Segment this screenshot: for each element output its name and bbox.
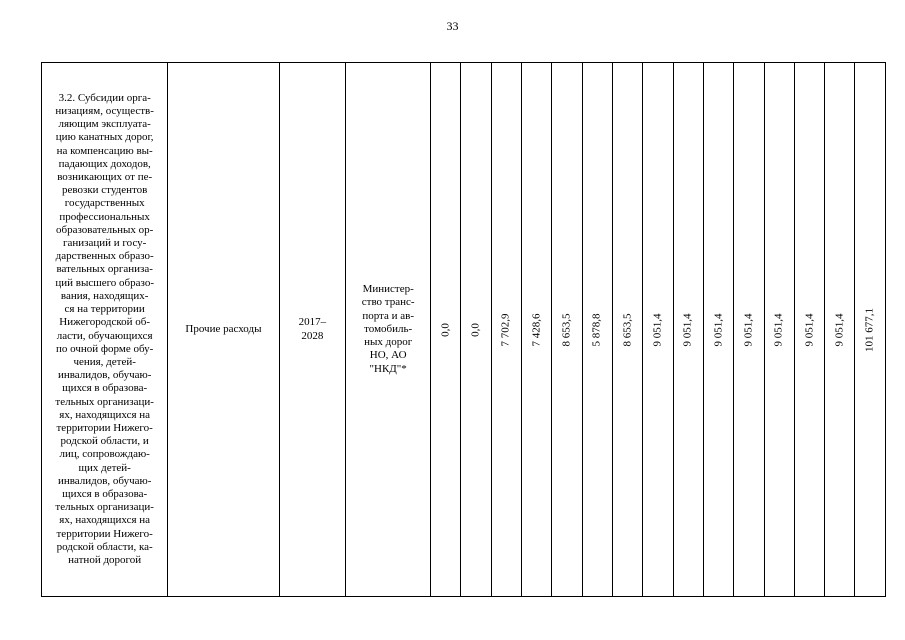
value-text: 9 051,4 <box>711 313 724 346</box>
value-cell <box>522 63 552 597</box>
value-text: 9 051,4 <box>651 313 664 346</box>
value-cell <box>582 63 612 597</box>
value-cell <box>431 63 461 597</box>
value-cell <box>825 63 855 597</box>
value-text: 5 878,8 <box>590 313 603 346</box>
value-text: 9 051,4 <box>742 313 755 346</box>
value-text: 9 051,4 <box>833 313 846 346</box>
value-text: 0,0 <box>469 322 482 337</box>
value-cell <box>643 63 673 597</box>
value-text: 7 702,9 <box>499 313 512 346</box>
executor-cell: Министер- ство транс- порта и ав- томобиль- ных дорог НО, АО "НКД"* <box>346 63 431 597</box>
period-cell: 2017– 2028 <box>279 63 346 597</box>
expense-type-cell: Прочие расходы <box>168 63 279 597</box>
value-text: 9 051,4 <box>772 313 785 346</box>
value-text: 9 051,4 <box>802 313 815 346</box>
value-cell <box>491 63 521 597</box>
value-cell <box>552 63 582 597</box>
value-cell <box>461 63 491 597</box>
value-cell <box>794 63 824 597</box>
value-text: 0,0 <box>439 322 452 337</box>
total-text: 101 677,1 <box>863 307 876 352</box>
value-cell <box>673 63 703 597</box>
value-cell <box>612 63 642 597</box>
table-row <box>42 63 886 597</box>
budget-table <box>41 62 886 597</box>
value-text: 8 653,5 <box>560 313 573 346</box>
value-text: 9 051,4 <box>681 313 694 346</box>
value-cell <box>764 63 794 597</box>
total-cell <box>855 63 886 597</box>
measure-description-cell: 3.2. Субсидии орга- низациям, осуществ- ляющим эксплуата- цию канатных дорог, на компенсацию вы- падающих доходов, возникающих от пе- ревозки студентов государственных профессиональных образовательных ор- ганизаций и госу- дарственных образо- вательных организа- ций высшего образо- вания, находящих- ся на территории Нижегородской об- ласти, обучающихся по очной форме обу- чения, детей- инвалидов, обучаю- щихся в образова- тельных организаци- ях, находящихся на территории Нижего- родской области, и лиц, сопровождаю- щих детей- инвалидов, обучаю- щихся в образова- тельных организаци- ях, находящихся на территории Нижего- родской области, ка- натной дорогой <box>42 63 168 597</box>
page-number: 33 <box>446 19 459 33</box>
value-cell <box>703 63 733 597</box>
value-text: 8 653,5 <box>621 313 634 346</box>
value-text: 7 428,6 <box>530 313 543 346</box>
value-cell <box>734 63 764 597</box>
